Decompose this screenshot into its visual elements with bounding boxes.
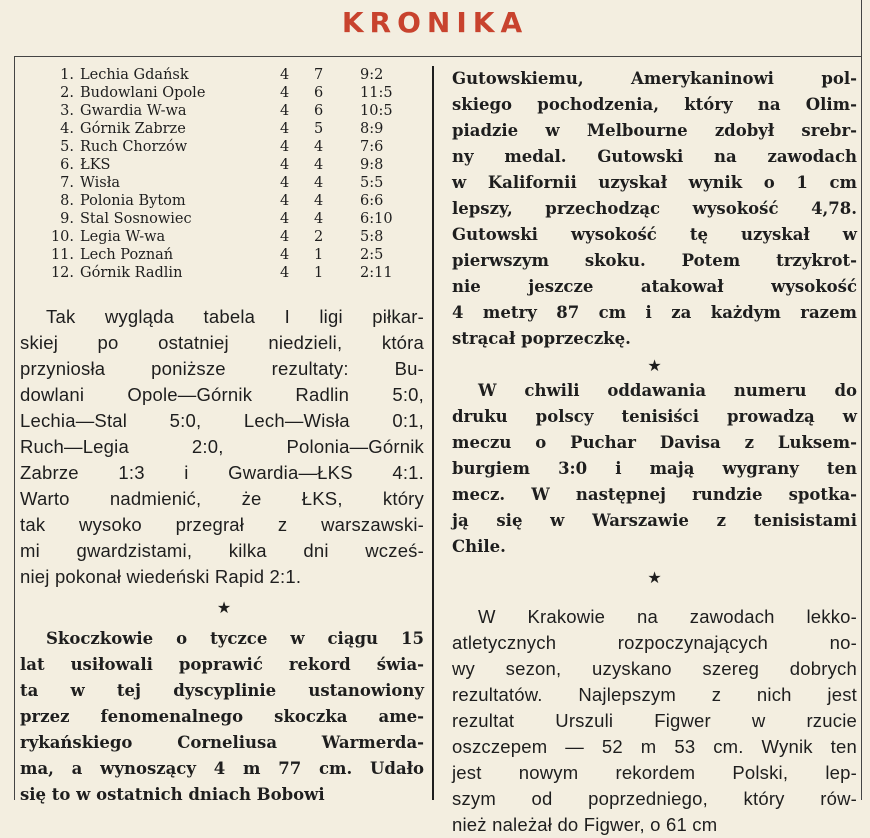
played-cell: 4	[280, 157, 290, 173]
separator-star: ★	[647, 568, 662, 587]
team-cell: Górnik Radlin	[80, 265, 183, 281]
points-cell: 4	[314, 211, 324, 227]
points-cell: 7	[314, 67, 324, 83]
table-row	[28, 264, 420, 282]
text-line: przyniosła poniższe rezultaty: Bu-	[20, 358, 424, 379]
text-line: 4 metry 87 cm i za każdym razem	[452, 303, 857, 322]
text-line: skiej po ostatniej niedzieli, która	[20, 332, 424, 353]
played-cell: 4	[280, 139, 290, 155]
points-cell: 4	[314, 193, 324, 209]
text-line: nież należał do Figwer, o 61 cm	[452, 814, 718, 835]
position-cell: 1.	[60, 67, 74, 83]
goals-cell: 11:5	[360, 85, 393, 101]
davis-cup-article	[452, 378, 857, 560]
text-line: mi gwardzistami, kilka dni wcześ-	[20, 540, 424, 561]
position-cell: 12.	[50, 265, 74, 281]
played-cell: 4	[280, 229, 290, 245]
text-line: druku polscy tenisiści prowadzą w	[452, 407, 857, 426]
played-cell: 4	[280, 67, 290, 83]
points-cell: 2	[314, 229, 324, 245]
text-line: szym od poprzedniego, który rów-	[452, 788, 857, 809]
table-row	[28, 210, 420, 228]
text-line: burgiem 3:0 i mają wygrany ten	[452, 459, 857, 478]
played-cell: 4	[280, 265, 290, 281]
league-table	[28, 66, 420, 282]
played-cell: 4	[280, 211, 290, 227]
top-rule	[14, 56, 862, 57]
goals-cell: 2:11	[360, 265, 393, 281]
points-cell: 1	[314, 265, 324, 281]
team-cell: Lech Poznań	[80, 247, 174, 263]
text-line: W chwili oddawania numeru do	[478, 381, 857, 400]
goals-cell: 6:10	[360, 211, 393, 227]
position-cell: 4.	[60, 121, 74, 137]
position-cell: 6.	[60, 157, 74, 173]
goals-cell: 5:8	[360, 229, 384, 245]
played-cell: 4	[280, 85, 290, 101]
text-line: rykańskiego Corneliusa Warmerda-	[20, 733, 424, 752]
position-cell: 7.	[60, 175, 74, 191]
played-cell: 4	[280, 247, 290, 263]
text-line: oszczepem — 52 m 53 cm. Wynik ten	[452, 736, 857, 757]
text-line: przez fenomenalnego skoczka ame-	[20, 707, 424, 726]
position-cell: 2.	[60, 85, 74, 101]
goals-cell: 5:5	[360, 175, 384, 191]
text-line: atletycznych rozpoczynających no-	[452, 632, 857, 653]
table-row	[28, 84, 420, 102]
position-cell: 10.	[50, 229, 74, 245]
text-line: Skoczkowie o tyczce w ciągu 15	[46, 629, 424, 648]
points-cell: 4	[314, 157, 324, 173]
column-divider	[432, 66, 434, 800]
left-column	[20, 66, 424, 808]
text-line: ma, a wynoszący 4 m 77 cm. Udało	[20, 759, 424, 778]
text-line: ny medal. Gutowski na zawodach	[452, 147, 857, 166]
position-cell: 11.	[50, 247, 74, 263]
text-line: lepszy, przechodząc wysokość 4,78.	[452, 199, 857, 218]
points-cell: 5	[314, 121, 324, 137]
text-line: rezultatów. Najlepszym z nich jest	[452, 684, 857, 705]
position-cell: 9.	[60, 211, 74, 227]
text-line: w Kalifornii uzyskał wynik o 1 cm	[452, 173, 857, 192]
separator-star: ★	[647, 356, 662, 375]
position-cell: 5.	[60, 139, 74, 155]
team-cell: Budowlani Opole	[80, 85, 206, 101]
team-cell: ŁKS	[80, 157, 111, 173]
position-cell: 8.	[60, 193, 74, 209]
team-cell: Legia W-wa	[80, 229, 166, 245]
text-line: niej pokonał wiedeński Rapid 2:1.	[20, 566, 302, 587]
table-row	[28, 192, 420, 210]
text-line: Chile.	[452, 537, 506, 556]
right-border	[861, 0, 862, 800]
points-cell: 1	[314, 247, 324, 263]
pole-vault-article-continued	[452, 66, 857, 352]
played-cell: 4	[280, 103, 290, 119]
played-cell: 4	[280, 193, 290, 209]
pole-vault-article	[20, 626, 424, 808]
text-line: piadzie w Melbourne zdobył srebr-	[452, 121, 857, 140]
text-line: Gutowski wysokość tę uzyskał w	[452, 225, 857, 244]
points-cell: 4	[314, 139, 324, 155]
text-line: meczu o Puchar Davisa z Luksem-	[452, 433, 857, 452]
played-cell: 4	[280, 175, 290, 191]
text-line: nie jeszcze atakował wysokość	[452, 277, 857, 296]
team-cell: Wisła	[80, 175, 121, 191]
text-line: ta w tej dyscyplinie ustanowiony	[20, 681, 424, 700]
team-cell: Ruch Chorzów	[80, 139, 188, 155]
text-line: rezultat Urszuli Figwer w rzucie	[452, 710, 857, 731]
text-line: Warto nadmienić, że ŁKS, który	[20, 488, 424, 509]
table-row	[28, 228, 420, 246]
team-cell: Górnik Zabrze	[80, 121, 186, 137]
text-line: Gutowskiemu, Amerykaninowi pol-	[452, 69, 857, 88]
table-row	[28, 156, 420, 174]
goals-cell: 2:5	[360, 247, 384, 263]
text-line: wy sezon, uzyskano szereg dobrych	[452, 658, 857, 679]
points-cell: 6	[314, 85, 324, 101]
points-cell: 4	[314, 175, 324, 191]
text-line: jest nowym rekordem Polski, lep-	[452, 762, 857, 783]
table-row	[28, 102, 420, 120]
text-line: W Krakowie na zawodach lekko-	[478, 606, 857, 627]
text-line: dowlani Opole—Górnik Radlin 5:0,	[20, 384, 424, 405]
right-column	[452, 66, 857, 838]
text-line: tak wysoko przegrał z warszawski-	[20, 514, 424, 535]
table-row	[28, 246, 420, 264]
left-border	[14, 56, 15, 800]
text-line: strącał poprzeczkę.	[452, 329, 631, 348]
masthead-title: KRONIKA	[341, 6, 529, 39]
goals-cell: 6:6	[360, 193, 384, 209]
text-line: mecz. W następnej rundzie spotka-	[452, 485, 857, 504]
goals-cell: 8:9	[360, 121, 384, 137]
separator-star: ★	[216, 598, 232, 617]
text-line: się to w ostatnich dniach Bobowi	[20, 785, 325, 804]
team-cell: Lechia Gdańsk	[80, 67, 189, 83]
table-row	[28, 138, 420, 156]
text-line: skiego pochodzenia, który na Olim-	[452, 95, 857, 114]
points-cell: 6	[314, 103, 324, 119]
goals-cell: 9:8	[360, 157, 384, 173]
team-cell: Stal Sosnowiec	[80, 211, 192, 227]
athletics-article	[452, 604, 857, 838]
text-line: Tak wygląda tabela I ligi piłkar-	[46, 306, 424, 327]
played-cell: 4	[280, 121, 290, 137]
text-line: Lechia—Stal 5:0, Lech—Wisła 0:1,	[20, 410, 424, 431]
text-line: lat usiłowali poprawić rekord świa-	[20, 655, 424, 674]
goals-cell: 10:5	[360, 103, 393, 119]
league-commentary	[20, 304, 424, 590]
table-row	[28, 66, 420, 84]
text-line: Zabrze 1:3 i Gwardia—ŁKS 4:1.	[20, 462, 424, 483]
table-row	[28, 174, 420, 192]
position-cell: 3.	[60, 103, 74, 119]
goals-cell: 7:6	[360, 139, 384, 155]
goals-cell: 9:2	[360, 67, 384, 83]
text-line: ją się w Warszawie z tenisistami	[452, 511, 857, 530]
table-row	[28, 120, 420, 138]
team-cell: Gwardia W-wa	[80, 103, 187, 119]
team-cell: Polonia Bytom	[80, 193, 186, 209]
text-line: pierwszym skoku. Potem trzykrot-	[452, 251, 857, 270]
text-line: Ruch—Legia 2:0, Polonia—Górnik	[20, 436, 424, 457]
